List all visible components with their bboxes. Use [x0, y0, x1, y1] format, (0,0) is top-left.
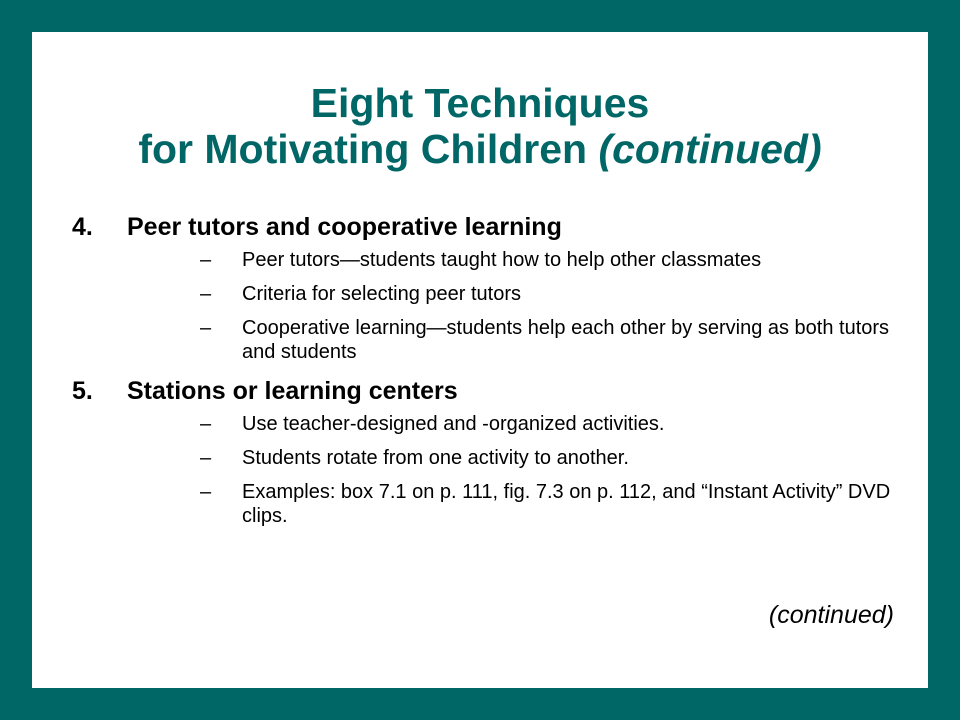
subpoint — [127, 316, 902, 364]
subpoint — [127, 248, 902, 272]
subpoint — [127, 480, 902, 528]
slide-title — [32, 80, 928, 172]
dash-bullet: – — [200, 481, 212, 503]
subpoint-text: Use teacher-designed and -organized activities. — [242, 413, 665, 435]
slide-panel — [32, 32, 928, 688]
subpoint — [127, 446, 902, 470]
subpoint — [127, 412, 902, 436]
subpoint-text: Cooperative learning—students help each other by serving as both tutors and students — [242, 317, 890, 363]
continued-note: (continued) — [768, 601, 894, 629]
technique-subpoints — [127, 248, 902, 364]
technique-number: 5. — [72, 377, 93, 405]
subpoint-text: Peer tutors—students taught how to help other classmates — [242, 249, 762, 271]
dash-bullet: – — [200, 249, 212, 271]
subpoint-text: Students rotate from one activity to another. — [242, 447, 629, 469]
technique-heading: Stations or learning centers — [127, 377, 458, 405]
dash-bullet: – — [200, 413, 212, 435]
technique-number: 4. — [72, 213, 93, 241]
technique-heading: Peer tutors and cooperative learning — [127, 213, 562, 241]
technique-4 — [72, 210, 902, 364]
dash-bullet: – — [200, 317, 212, 339]
title-line-2-main: for Motivating Children — [138, 126, 599, 172]
technique-5 — [72, 374, 902, 528]
title-continued: (continued) — [598, 126, 822, 172]
subpoint-text: Examples: box 7.1 on p. 111, fig. 7.3 on p. 112, and “Instant Activity” DVD clips. — [242, 481, 891, 527]
subpoint — [127, 282, 902, 306]
title-line-1: Eight Techniques — [310, 80, 650, 126]
technique-list — [72, 210, 902, 538]
subpoint-text: Criteria for selecting peer tutors — [242, 283, 522, 305]
dash-bullet: – — [200, 447, 212, 469]
title-line-2 — [32, 126, 928, 172]
dash-bullet: – — [200, 283, 212, 305]
technique-subpoints — [127, 412, 902, 528]
